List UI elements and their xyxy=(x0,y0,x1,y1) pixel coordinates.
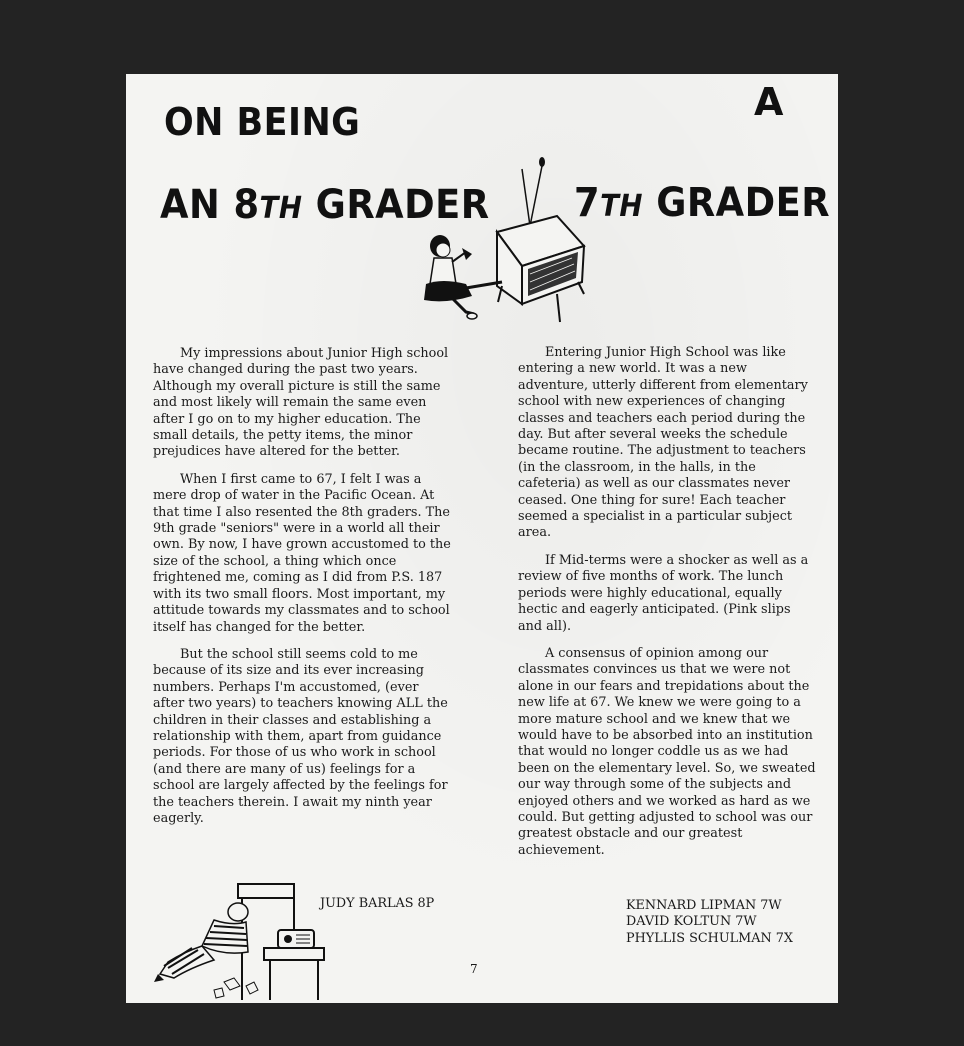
heading-8th-suffix: TH xyxy=(259,191,303,226)
heading-7th-word: GRADER xyxy=(656,180,831,226)
article-eighth-grader xyxy=(153,346,453,838)
boy-reclining-with-radio-icon xyxy=(154,882,330,1003)
heading-7th-suffix: TH xyxy=(600,189,643,224)
yearbook-page xyxy=(126,74,838,1003)
heading-8th-word: GRADER xyxy=(315,182,490,228)
heading-7th-grader xyxy=(574,180,830,226)
author-signature-left: JUDY BARLAS 8P xyxy=(320,896,435,911)
author-line: PHYLLIS SCHULMAN 7X xyxy=(626,930,793,946)
page-number: 7 xyxy=(470,962,478,976)
author-signatures-right xyxy=(626,898,793,947)
left-paragraph-3: But the school still seems cold to me because of its size and its ever increasing numbers. Perhaps I'm accustomed, (ever after two years) to teachers knowing ALL the children in their classes and establishing a relationship with them, apart from guidance periods. For those of us who work in school (and there are many of us) feelings for a school are largely affected by the feelings for the teachers therein. I await my ninth year eagerly. xyxy=(153,646,448,826)
girl-kicking-television-icon xyxy=(422,154,597,329)
right-paragraph-3: A consensus of opinion among our classmates convinces us that we were not alone in our fears and trepidations about the new life at 67. We knew we were going to a more mature school and we knew that we would have to be absorbed into an institution that would no longer coddle us as we had been on the elementary level. So, we sweated our way through some of the subjects and enjoyed others and we worked as hard as we could. But getting adjusted to school was our greatest obstacle and our greatest achievement. xyxy=(518,645,816,858)
heading-7th-number: 7 xyxy=(574,180,601,226)
author-line: DAVID KOLTUN 7W xyxy=(626,914,757,930)
left-paragraph-1: My impressions about Junior High school have changed during the past two years. Although my overall picture is still the same and most likely will remain the same even after I go on to my higher education. The small details, the petty items, the minor prejudices have altered for the better. xyxy=(153,346,449,460)
right-paragraph-1: Entering Junior High School was like entering a new world. It was a new adventure, utterly different from elementary school with new experiences of changing classes and teachers each period during the day. But after several weeks the schedule became routine. The adjustment to teachers (in the classroom, in the halls, in the cafeteria) as well as our classmates never ceased. One thing for sure! Each teacher seemed a specialist in a particular subject area. xyxy=(518,345,808,541)
heading-on-being: ON BEING xyxy=(164,100,361,144)
heading-a: A xyxy=(754,80,784,124)
right-paragraph-2: If Mid-terms were a shocker as well as a review of five months of work. The lunch periods were highly educational, equally hectic and eagerly anticipated. (Pink slips and all). xyxy=(518,552,809,634)
left-paragraph-2: When I first came to 67, I felt I was a mere drop of water in the Pacific Ocean. At that time I also resented the 8th graders. The 9th grade "seniors" were in a world all their own. By now, I have grown accustomed to the size of the school, a thing which once frightened me, coming as I did from P.S. 187 with its two small floors. Most important, my attitude towards my classmates and to school itself has changed for the better. xyxy=(153,471,451,635)
author-line: KENNARD LIPMAN 7W xyxy=(626,898,782,913)
heading-8th-number: AN 8 xyxy=(160,182,260,228)
article-seventh-grader xyxy=(518,345,818,870)
